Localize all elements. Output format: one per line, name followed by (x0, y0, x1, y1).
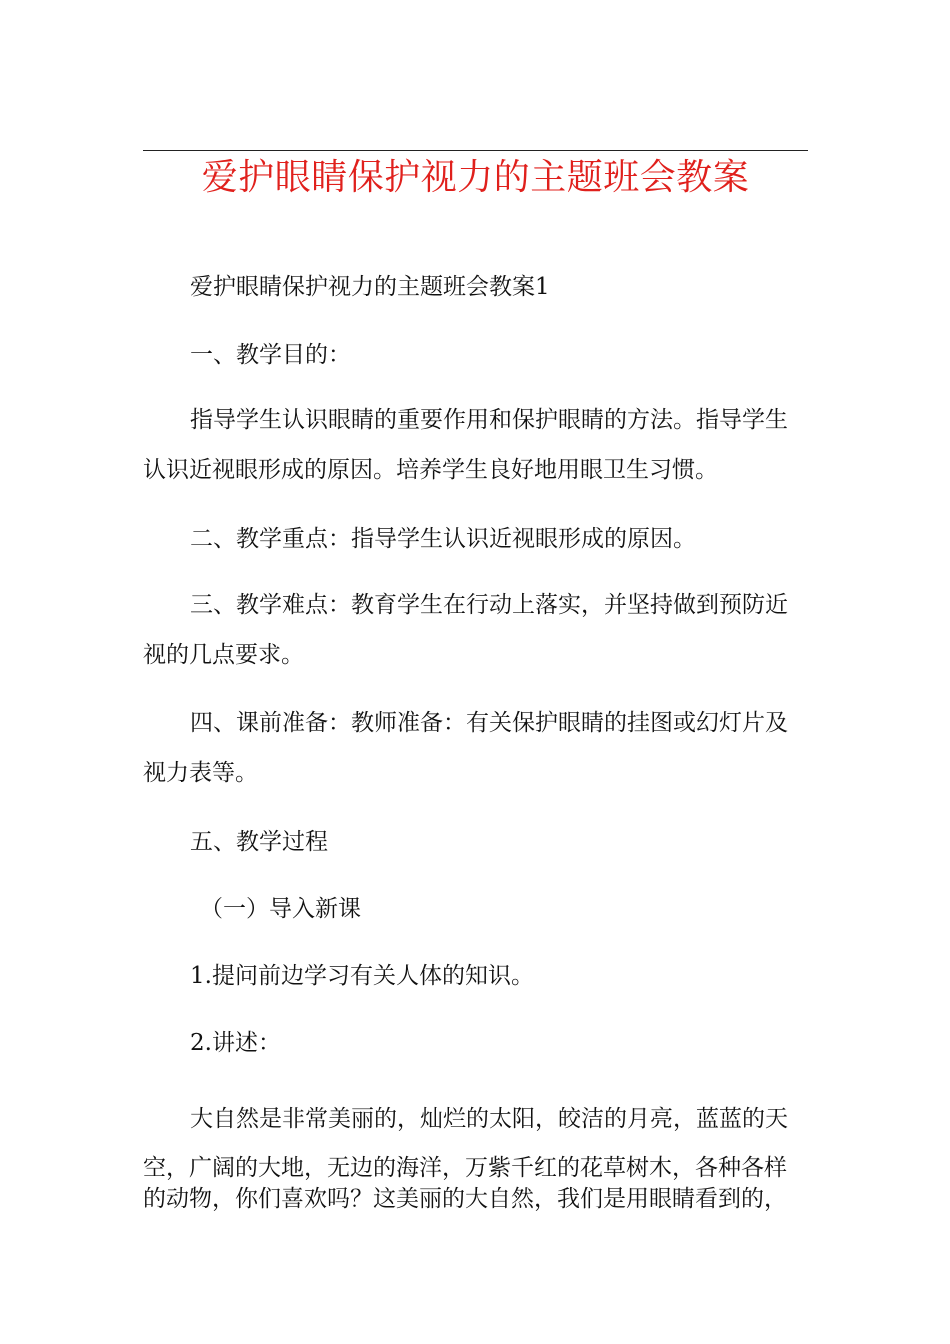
paragraph-subtitle (143, 274, 808, 301)
paragraph-line: 五、教学过程 (190, 829, 328, 855)
paragraph-line: 视的几点要求。 (143, 642, 304, 668)
paragraph-line: 四、课前准备：教师准备：有关保护眼睛的挂图或幻灯片及 (190, 710, 788, 736)
paragraph-objective-body (143, 407, 808, 484)
paragraph-line: 的动物，你们喜欢吗？这美丽的大自然，我们是用眼睛看到的， (143, 1186, 787, 1212)
paragraph-line: 大自然是非常美丽的，灿烂的太阳，皎洁的月亮，蓝蓝的天 (190, 1106, 788, 1132)
paragraph-line: 2.讲述： (190, 1030, 281, 1056)
paragraph-difficulty (143, 592, 808, 669)
paragraph-process-heading (143, 829, 808, 856)
paragraph-line: 1.提问前边学习有关人体的知识。 (190, 963, 534, 989)
paragraph-step-1 (143, 963, 808, 990)
paragraph-line: 一、教学目的： (190, 342, 351, 368)
paragraph-line: 认识近视眼形成的原因。培养学生良好地用眼卫生习惯。 (143, 457, 718, 483)
paragraph-line: 视力表等。 (143, 760, 258, 786)
paragraph-line: 指导学生认识眼睛的重要作用和保护眼睛的方法。指导学生 (190, 407, 788, 433)
paragraph-line: 二、教学重点：指导学生认识近视眼形成的原因。 (190, 526, 696, 552)
paragraph-section-one (143, 896, 808, 923)
paragraph-preparation (143, 710, 808, 787)
paragraph-objective-heading (143, 342, 808, 369)
paragraph-line: 爱护眼睛保护视力的主题班会教案1 (190, 274, 550, 300)
paragraph-key-point (143, 526, 808, 553)
paragraph-line: 三、教学难点：教育学生在行动上落实，并坚持做到预防近 (190, 592, 788, 618)
header-rule (143, 150, 808, 151)
paragraph-step-2 (143, 1030, 808, 1057)
paragraph-line: （一）导入新课 (200, 896, 361, 922)
document-title: 爱护眼睛保护视力的主题班会教案 (201, 157, 750, 198)
paragraph-narration (143, 1106, 808, 1213)
paragraph-line: 空，广阔的大地，无边的海洋，万紫千红的花草树木，各种各样 (143, 1155, 787, 1181)
